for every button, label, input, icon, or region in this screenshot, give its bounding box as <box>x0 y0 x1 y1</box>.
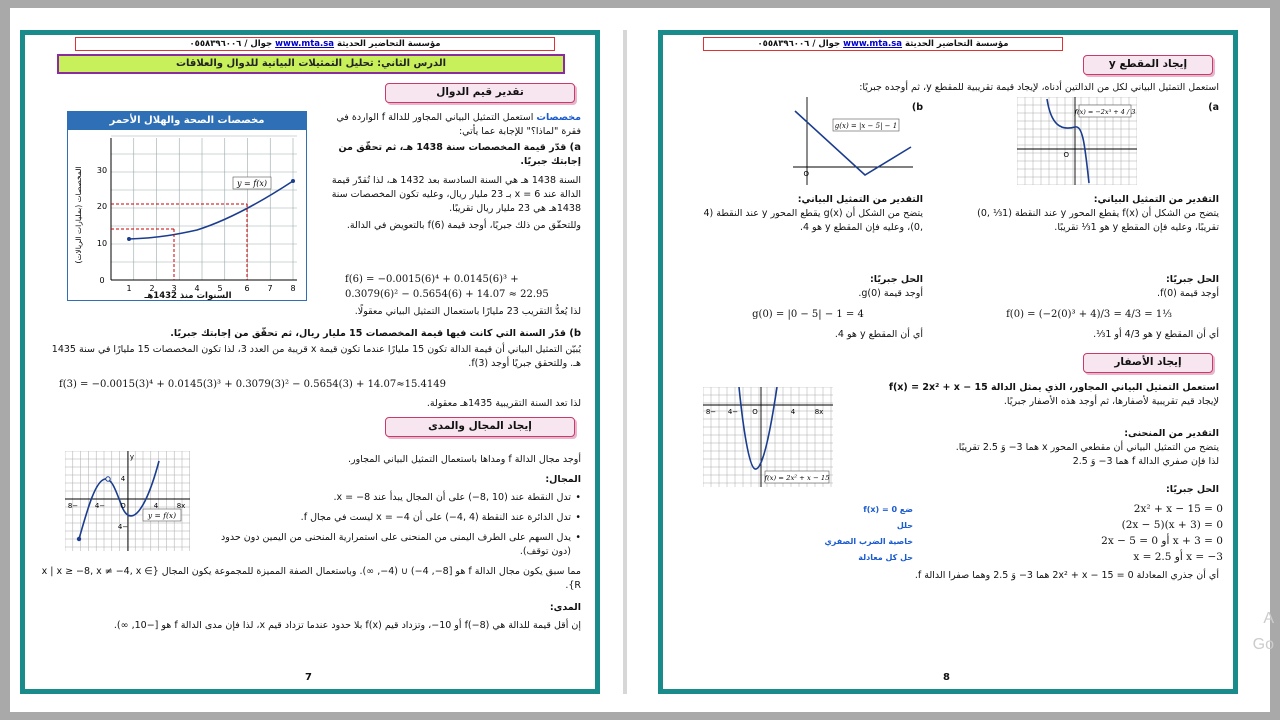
overlay-text-1: A <box>1263 610 1274 627</box>
alg-b-eq: g(0) = |0 − 5| − 1 = 4 <box>752 309 864 320</box>
step-equation: 2x² + x − 15 = 0 <box>1133 503 1223 515</box>
question-b-label: b) <box>569 328 581 339</box>
svg-text:−4: −4 <box>94 502 106 510</box>
est-b <box>693 193 923 235</box>
domain-label: المجال: <box>545 474 581 485</box>
chart-ylabel: المخصصات (بمليارات الريالات) <box>74 166 83 264</box>
alg-b-end: أي أن المقطع y هو 4. <box>834 329 923 340</box>
graph-a-fn: f(x) = −2x³ + 4 / 3 <box>1074 108 1136 116</box>
svg-text:−8: −8 <box>67 502 79 510</box>
y-intercept-intro: استعمل التمثيل البياني لكل من الدالتين أدناه، لإيجاد قيمة تقريبية للمقطع y، ثم أوجده جبريًا: <box>859 82 1219 93</box>
est-b-text: يتضح من الشكل أن g(x) يقطع المحور y عند النقطة (4 ,0)، وعليه فإن المقطع y هو 4. <box>703 208 923 233</box>
zeros-est-title: التقدير من المنحنى: <box>1124 428 1219 439</box>
svg-text:30: 30 <box>96 166 108 175</box>
domain-range-graph <box>65 451 190 551</box>
page-header <box>75 37 555 51</box>
qa-para-1: السنة 1438 هـ هي السنة السادسة بعد 1432 هـ، لذا تُقدّر قيمة الدالة عند x = 6 بـ 23 مليار ريال، وعليه تكون المخصصات سنة 1438هـ هي 23 مليار ريال تقريبًا. <box>331 175 581 214</box>
qb-para-1: يُبيّن التمثيل البياني أن قيمة الدالة تكون 15 مليارًا عندما تكون قيمة x قريبة من العدد 3، لذا تكون المخصصات 15 مليارًا في سنة 1435 هـ. وللتحقق جبريًا أوجد f(3). <box>51 344 581 369</box>
overlay-text-2: Go <box>1252 636 1274 653</box>
chart-title: مخصصات الصحة والهلال الأحمر <box>68 112 306 130</box>
svg-text:10: 10 <box>96 239 108 248</box>
svg-text:−8: −8 <box>705 408 717 416</box>
intro-paragraph <box>319 111 581 139</box>
question-b <box>41 327 581 371</box>
intro-text: استعمل التمثيل البياني المجاور للدالة f الواردة في فقرة "لماذا؟" للإجابة عما يأتي: <box>336 112 581 137</box>
zeros-graph <box>703 387 833 487</box>
zeros-conclusion: أي أن جذري المعادلة 2x² + x − 15 = 0 هما 3− وَ 2.5 وهما صفرا الدالة f. <box>914 570 1219 581</box>
question-a <box>319 141 581 233</box>
range-label: المدى: <box>549 602 581 613</box>
qb-math: f(3) = −0.0015(3)⁴ + 0.0145(3)³ + 0.3079(3)² − 0.5654(3) + 14.07≈15.4149 <box>59 379 446 390</box>
svg-text:20: 20 <box>96 202 108 211</box>
lesson-title: الدرس الثاني: تحليل التمثيلات البيانية للدوال والعلاقات <box>57 54 565 74</box>
step-note: خاصية الضرب الصفري <box>824 537 913 546</box>
chart-fn-label: y = f(x) <box>236 179 268 188</box>
domain-summary: مما سبق يكون مجال الدالة f هو [8−, 4−) ∪ (4−, ∞). وباستعمال الصفة المميزة للمجموعة يكون المجال {x | x ≥ −8, x ≠ −4, x ∈ R}. <box>41 566 581 591</box>
zeros-intro-2: لإيجاد قيم تقريبية لأصفارها، ثم أوجد هذه الأصفار جبريًا. <box>1003 396 1219 407</box>
page-8 <box>658 30 1238 694</box>
svg-text:−4: −4 <box>727 408 739 416</box>
alg-a <box>959 273 1219 342</box>
svg-text:2: 2 <box>149 284 155 293</box>
section-estimate-values: تقدير قيم الدوال <box>385 83 575 103</box>
svg-text:−4: −4 <box>117 523 129 531</box>
mobile-number: جوال / ٠٥٥٨٣٩٦٠٠٦ <box>189 39 273 49</box>
section-y-intercept: إيجاد المقطع y <box>1083 55 1213 75</box>
est-a <box>959 193 1219 235</box>
publisher-name: مؤسسة التحاضير الحديثة <box>337 39 441 49</box>
page-number-8: 8 <box>943 672 950 683</box>
graph-b-label: b) <box>911 102 923 113</box>
intro-keyword: مخصصات <box>536 112 581 123</box>
question-b-text: قدّر السنة التي كانت فيها قيمة المخصصات 15 مليار ريال، ثم تحقّق من إجابتك جبريًا. <box>170 328 566 339</box>
graph-b-fn: g(x) = |x − 5| − 1 <box>834 122 898 130</box>
zeros-est <box>839 427 1219 469</box>
zeros-intro-1: استعمل التمثيل البياني المجاور، الذي يمثل الدالة f(x) = 2x² + x − 15 <box>888 382 1219 393</box>
svg-text:4: 4 <box>194 284 200 293</box>
bullet-2: • تدل الدائرة عند النقطة (4 ,4−) على أن x = −4 ليست في مجال f. <box>201 511 581 525</box>
est-b-title: التقدير من التمثيل البياني: <box>797 194 923 205</box>
svg-text:5: 5 <box>217 284 223 293</box>
step-equation: 2x − 5 = 0 أو x + 3 = 0 <box>1101 535 1223 547</box>
publisher-name: مؤسسة التحاضير الحديثة <box>905 39 1009 49</box>
qb-para-2: لذا تعد السنة التقريبية 1435هـ معقولة. <box>426 398 581 409</box>
page-header <box>703 37 1063 51</box>
zeros-intro <box>839 381 1219 409</box>
step-note: حلل <box>896 521 913 530</box>
range-text: إن أقل قيمة للدالة هي f(−8) أو 10−، وتزداد قيم f(x) بلا حدود عندما تزداد قيم x، لذا فإن مدى الدالة f هو [−10, ∞). <box>113 620 581 631</box>
book-spine <box>623 30 627 694</box>
zeros-est-text-2: لذا فإن صفري الدالة f هما 3− وَ 2.5 <box>1072 456 1219 467</box>
question-a-text: قدّر قيمة المخصصات سنة 1438 هـ، ثم تحقّق من إجابتك جبريًا. <box>338 142 581 167</box>
svg-text:y: y <box>129 453 135 461</box>
question-a-label: a) <box>569 142 581 153</box>
graph-a <box>1017 97 1137 185</box>
alg-b-title: الحل جبريًا: <box>869 274 923 285</box>
alg-a-title: الحل جبريًا: <box>1165 274 1219 285</box>
svg-text:7: 7 <box>267 284 273 293</box>
site-link[interactable]: www.mta.sa <box>275 39 335 49</box>
qa-math-line-1: f(6) = −0.0015(6)⁴ + 0.0145(6)³ + <box>345 274 519 285</box>
alg-b-find: أوجد قيمة g(0). <box>858 288 923 299</box>
est-a-title: التقدير من التمثيل البياني: <box>1093 194 1219 205</box>
svg-text:8: 8 <box>290 284 296 293</box>
zeros-alg-title: الحل جبريًا: <box>1165 484 1219 495</box>
svg-text:6: 6 <box>244 284 250 293</box>
step-equation: (2x − 5)(x + 3) = 0 <box>1121 519 1223 531</box>
svg-text:O: O <box>1063 151 1069 159</box>
svg-text:4: 4 <box>790 408 796 416</box>
step-equation: x = 2.5 أو x = −3 <box>1133 551 1223 563</box>
dr-intro: أوجد مجال الدالة f ومداها باستعمال التمثيل البياني المجاور. <box>347 454 581 465</box>
chart-xlabel: السنوات منذ 1432هـ <box>144 291 232 301</box>
svg-text:O: O <box>120 502 126 510</box>
svg-text:3: 3 <box>171 284 177 293</box>
page-7 <box>20 30 600 694</box>
qa-para-3: لذا يُعدُّ التقريب 23 مليارًا باستعمال التمثيل البياني معقولًا. <box>354 306 581 317</box>
page-number-7: 7 <box>305 672 312 683</box>
bullet-3: • يدل السهم على الطرف اليمنى من المنحنى على استمرارية المنحنى من اليمين دون حدود (دون توقف). <box>201 531 581 559</box>
alg-a-find: أوجد قيمة f(0). <box>1157 288 1219 299</box>
qa-para-2: وللتحقّق من ذلك جبريًا، أوجد قيمة f(6) بالتعويض في الدالة. <box>346 220 581 231</box>
mobile-number: جوال / ٠٥٥٨٣٩٦٠٠٦ <box>757 39 841 49</box>
qa-math <box>345 272 575 302</box>
svg-text:4: 4 <box>120 475 126 483</box>
alg-a-end: أي أن المقطع y هو 4/3 أو 1⅓. <box>1093 329 1219 340</box>
svg-text:O: O <box>752 408 758 416</box>
bullet-1: • تدل النقطة عند (10 ,8−) على أن المجال يبدأ عند x = −8. <box>201 491 581 505</box>
qa-math-line-2: 0.3079(6)² − 0.5654(6) + 14.07 ≈ 22.95 <box>345 289 549 300</box>
zeros-graph-fn: f(x) = 2x² + x − 15 <box>764 474 830 482</box>
allocations-chart <box>67 111 307 301</box>
domain-bullets <box>201 491 581 559</box>
step-note: حل كل معادلة <box>858 553 913 562</box>
zeros-est-text: يتضح من التمثيل البياني أن مقطعي المحور x هما 3− وَ 2.5 تقريبًا. <box>955 442 1219 453</box>
svg-text:8x: 8x <box>814 408 824 416</box>
allocation-curve <box>129 181 293 239</box>
graph-a-label: a) <box>1208 102 1219 113</box>
alg-a-eq: f(0) = (−2(0)³ + 4)/3 = 4/3 = 1⅓ <box>1006 309 1172 320</box>
svg-text:0: 0 <box>99 276 105 285</box>
svg-text:8x: 8x <box>176 502 186 510</box>
alg-b <box>693 273 923 342</box>
site-link[interactable]: www.mta.sa <box>843 39 903 49</box>
section-domain-range: إيجاد المجال والمدى <box>385 417 575 437</box>
svg-text:1: 1 <box>126 284 132 293</box>
small-fn-label: y = f(x) <box>147 511 177 520</box>
svg-text:4: 4 <box>153 502 159 510</box>
svg-text:O: O <box>803 170 809 178</box>
section-zeros: إيجاد الأصفار <box>1083 353 1213 373</box>
est-a-text: يتضح من الشكل أن f(x) يقطع المحور y عند النقطة (1⅓ ,0) تقريبًا، وعليه فإن المقطع y هو 1⅓ تقريبًا. <box>977 208 1219 233</box>
step-note: ضع f(x) = 0 <box>863 505 913 514</box>
graph-b <box>793 97 913 185</box>
